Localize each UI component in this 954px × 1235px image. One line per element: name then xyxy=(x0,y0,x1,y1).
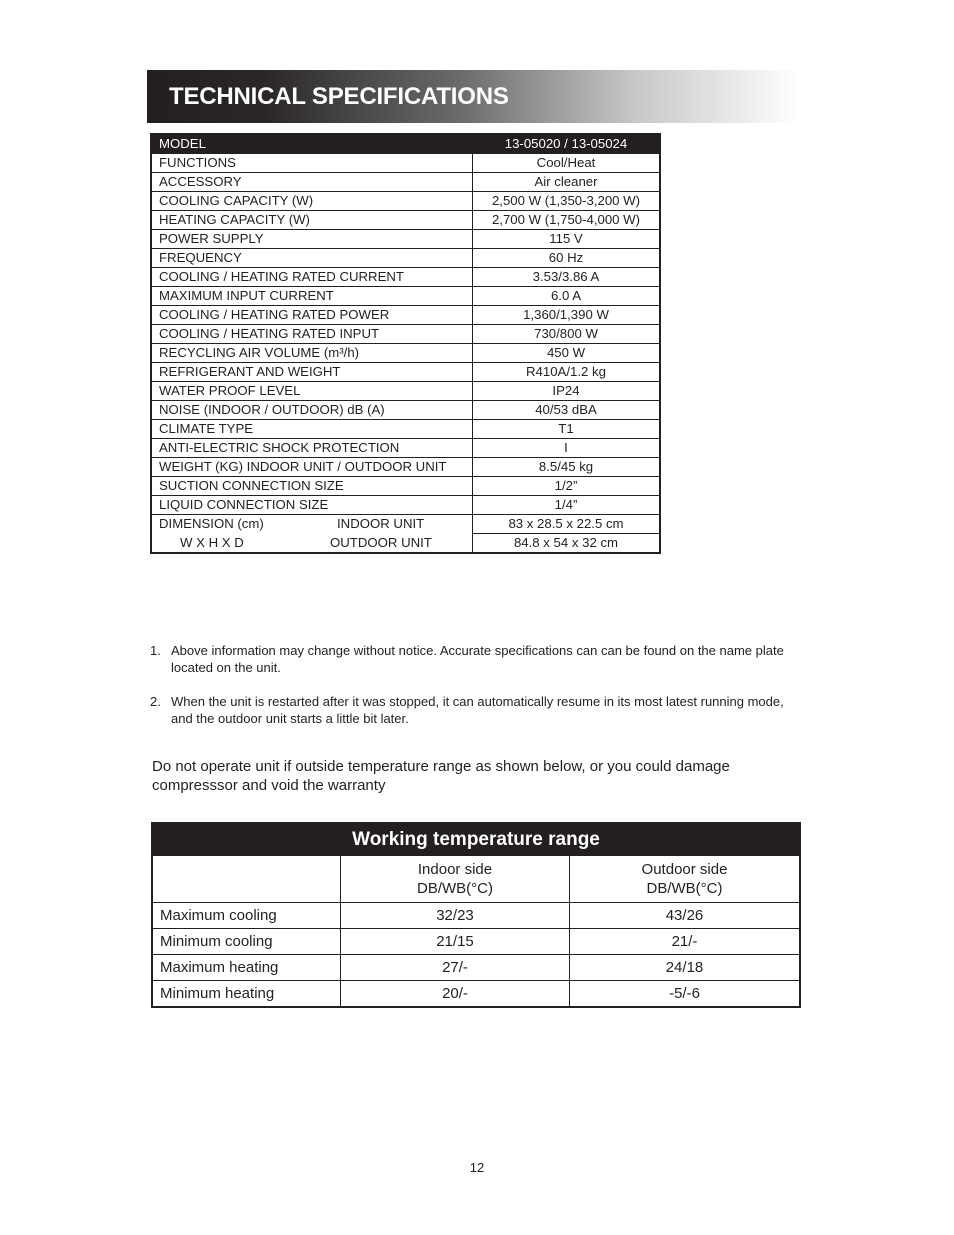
spec-value: 2,500 W (1,350-3,200 W) xyxy=(473,192,661,211)
temp-outdoor-value: 24/18 xyxy=(570,955,801,981)
spec-label: RECYCLING AIR VOLUME (m³/h) xyxy=(151,344,473,363)
temp-table-title: Working temperature range xyxy=(152,823,800,856)
spec-header-value: 13-05020 / 13-05024 xyxy=(473,134,661,154)
dimension-row-indoor xyxy=(151,515,660,534)
spec-value: 1,360/1,390 W xyxy=(473,306,661,325)
spec-label: COOLING / HEATING RATED INPUT xyxy=(151,325,473,344)
table-row xyxy=(151,211,660,230)
spec-label: WEIGHT (KG) INDOOR UNIT / OUTDOOR UNIT xyxy=(151,458,473,477)
spec-label: LIQUID CONNECTION SIZE xyxy=(151,496,473,515)
table-row xyxy=(151,458,660,477)
list-item xyxy=(150,642,790,676)
table-row xyxy=(151,192,660,211)
note-text: When the unit is restarted after it was stopped, it can automatically resume in its most latest running mode, and the outdoor unit starts a little bit later. xyxy=(171,694,784,726)
temp-row-label: Minimum cooling xyxy=(152,929,341,955)
spec-label: REFRIGERANT AND WEIGHT xyxy=(151,363,473,382)
table-row xyxy=(151,249,660,268)
table-row xyxy=(151,268,660,287)
note-number: 1. xyxy=(150,643,161,658)
dimension-label: DIMENSION (cm) xyxy=(159,516,264,532)
table-row xyxy=(151,477,660,496)
table-row xyxy=(151,439,660,458)
spec-label: ANTI-ELECTRIC SHOCK PROTECTION xyxy=(151,439,473,458)
temp-indoor-value: 32/23 xyxy=(341,903,570,929)
spec-label: FUNCTIONS xyxy=(151,154,473,173)
table-row xyxy=(151,230,660,249)
spec-value: T1 xyxy=(473,420,661,439)
list-item xyxy=(150,693,790,727)
spec-value: R410A/1.2 kg xyxy=(473,363,661,382)
table-row xyxy=(151,382,660,401)
spec-label: COOLING CAPACITY (W) xyxy=(151,192,473,211)
table-row xyxy=(151,363,660,382)
temp-row-label: Maximum cooling xyxy=(152,903,341,929)
dimension-label-cell xyxy=(151,515,473,534)
dimension-sublabel-cell xyxy=(151,534,473,554)
spec-label: WATER PROOF LEVEL xyxy=(151,382,473,401)
table-row xyxy=(151,306,660,325)
table-row xyxy=(151,287,660,306)
spec-value: 115 V xyxy=(473,230,661,249)
table-row xyxy=(151,344,660,363)
outdoor-side-unit: DB/WB(°C) xyxy=(646,880,723,897)
dimension-row-outdoor xyxy=(151,534,660,554)
spec-value: 6.0 A xyxy=(473,287,661,306)
page-title: TECHNICAL SPECIFICATIONS xyxy=(169,83,509,110)
working-temperature-table xyxy=(151,822,801,1008)
indoor-side-header xyxy=(341,856,570,903)
temp-row-label: Minimum heating xyxy=(152,981,341,1008)
table-row xyxy=(152,981,800,1008)
indoor-unit-label: INDOOR UNIT xyxy=(337,516,425,532)
spec-label: SUCTION CONNECTION SIZE xyxy=(151,477,473,496)
table-row xyxy=(151,401,660,420)
spec-label: COOLING / HEATING RATED CURRENT xyxy=(151,268,473,287)
spec-label: NOISE (INDOOR / OUTDOOR) dB (A) xyxy=(151,401,473,420)
spec-value: 3.53/3.86 A xyxy=(473,268,661,287)
empty-header-cell xyxy=(152,856,341,903)
temp-table-title-row xyxy=(152,823,800,856)
table-row xyxy=(151,173,660,192)
spec-value: 1/2” xyxy=(473,477,661,496)
spec-header-row xyxy=(151,134,660,154)
temp-table-header-row xyxy=(152,856,800,903)
specifications-table xyxy=(150,133,661,554)
spec-value: 450 W xyxy=(473,344,661,363)
spec-label: HEATING CAPACITY (W) xyxy=(151,211,473,230)
spec-value: 2,700 W (1,750-4,000 W) xyxy=(473,211,661,230)
outdoor-side-label: Outdoor side xyxy=(641,861,728,878)
spec-value: 60 Hz xyxy=(473,249,661,268)
page-number: 12 xyxy=(469,1160,485,1175)
temp-outdoor-value: 43/26 xyxy=(570,903,801,929)
table-row xyxy=(151,496,660,515)
spec-value: 1/4” xyxy=(473,496,661,515)
spec-label: POWER SUPPLY xyxy=(151,230,473,249)
outdoor-dimension-value: 84.8 x 54 x 32 cm xyxy=(473,534,661,554)
spec-value: 8.5/45 kg xyxy=(473,458,661,477)
spec-label: MAXIMUM INPUT CURRENT xyxy=(151,287,473,306)
spec-header-label: MODEL xyxy=(151,134,473,154)
table-row xyxy=(151,420,660,439)
outdoor-unit-label: OUTDOOR UNIT xyxy=(330,534,432,550)
spec-value: 730/800 W xyxy=(473,325,661,344)
table-row xyxy=(152,955,800,981)
note-number: 2. xyxy=(150,694,161,709)
warning-text: Do not operate unit if outside temperature range as shown below, or you could damage compresssor and void the warranty xyxy=(152,758,730,794)
table-row xyxy=(151,325,660,344)
temp-outdoor-value: 21/- xyxy=(570,929,801,955)
spec-label: ACCESSORY xyxy=(151,173,473,192)
spec-label: COOLING / HEATING RATED POWER xyxy=(151,306,473,325)
indoor-side-unit: DB/WB(°C) xyxy=(417,880,493,897)
title-banner xyxy=(147,70,800,123)
temp-indoor-value: 20/- xyxy=(341,981,570,1008)
spec-value: IP24 xyxy=(473,382,661,401)
table-row xyxy=(151,154,660,173)
spec-label: CLIMATE TYPE xyxy=(151,420,473,439)
spec-value: Air cleaner xyxy=(473,173,661,192)
table-row xyxy=(152,929,800,955)
spec-value: 40/53 dBA xyxy=(473,401,661,420)
spec-value: I xyxy=(473,439,661,458)
temp-indoor-value: 27/- xyxy=(341,955,570,981)
temp-outdoor-value: -5/-6 xyxy=(570,981,801,1008)
temp-indoor-value: 21/15 xyxy=(341,929,570,955)
table-row xyxy=(152,903,800,929)
notes-list xyxy=(150,642,790,744)
outdoor-side-header xyxy=(570,856,801,903)
indoor-dimension-value: 83 x 28.5 x 22.5 cm xyxy=(473,515,661,534)
spec-value: Cool/Heat xyxy=(473,154,661,173)
dimension-sublabel: W X H X D xyxy=(180,534,244,550)
spec-label: FREQUENCY xyxy=(151,249,473,268)
indoor-side-label: Indoor side xyxy=(417,861,493,878)
note-text: Above information may change without notice. Accurate specifications can can be found on the name plate located on the unit. xyxy=(171,643,784,675)
temp-row-label: Maximum heating xyxy=(152,955,341,981)
